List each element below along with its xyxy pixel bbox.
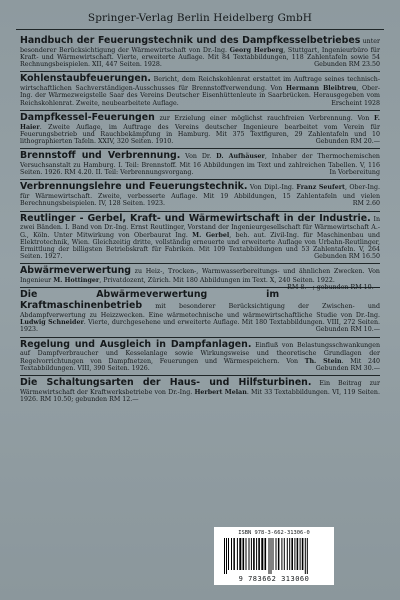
header-rule	[16, 29, 384, 30]
book-price: RM 2.60	[352, 200, 380, 208]
book-description: mit besonderer Berücksichtigung der Zwischen- und Abdampfverwertung zu Heizzwecken. Eine wärmetechnische und wärmewirtschaftliche Studie von Dr.-Ing.	[20, 303, 380, 320]
barcode-bar	[276, 538, 277, 570]
book-title: Kohlenstaubfeuerungen.	[20, 73, 151, 85]
book-price: Gebunden RM 23.50	[314, 61, 380, 69]
book-details: . Zweite Auflage, im Auftrage des Vereins deutscher Ingenieure bearbeitet vom Verein für Feuerungsbetrieb und Rauchbekämpfung in Hamburg. Mit 375 Textfiguren, 29 Zahlentafeln und 10 lithographierten Tafeln. XXIV, 320 Seiten. 1910.	[20, 123, 380, 146]
book-description: Von Dipl.-Ing.	[249, 184, 294, 192]
book-price: In Vorbereitung	[329, 169, 380, 177]
barcode-bar	[228, 538, 229, 570]
book-price: Gebunden RM 16.50	[314, 253, 380, 261]
book-author: Franz Seufert	[296, 184, 345, 192]
book-price: Gebunden RM 10.—	[315, 326, 380, 334]
barcode-bar	[289, 538, 290, 570]
book-description: Bericht, dem Reichskohlenrat erstattet im Auftrage seines technisch-wirtschaftlichen Sachverständigen-Ausschusses für Brennstoffverwendung. Von	[20, 76, 380, 93]
barcode-bar	[258, 538, 260, 570]
book-title: Die Schaltungsarten der Haus- und Hilfsturbinen.	[20, 377, 312, 389]
book-details: . Mit 33 Textabbildungen. VI, 119 Seiten. 1926. RM 10.50; gebunden RM 12.—	[20, 388, 380, 404]
book-author: M. Gerbel	[192, 231, 230, 239]
barcode-bar	[273, 538, 274, 570]
book-description: zu Heiz-, Trocken-, Warmwasserbereitungs- und ähnlichen Zwecken. Von Ingenieur	[20, 268, 380, 285]
barcode-digits: 9 783662 313060	[238, 575, 310, 583]
book-details: , Ober-Ing. der Wärmezweigstelle Saar des Vereins Deutscher Eisenhüttenleute in Saarbrücken. Herausgegeben vom Reichskohlenrat. Zweite, neubearbeitete Auflage.	[20, 85, 380, 107]
barcode-bar	[294, 538, 295, 570]
barcode-bar	[256, 538, 257, 570]
book-entry	[20, 288, 380, 337]
book-title: Dampfkessel-Feuerungen	[20, 111, 155, 123]
barcode-bar	[291, 538, 293, 570]
barcode-bar	[243, 538, 245, 570]
barcode-bar	[224, 538, 225, 574]
book-author: Georg Herberg	[229, 46, 284, 54]
book-description: In zwei Bänden. I. Band von Dr.-Ing. Ernst Reutlinger, Vorstand der Ingenieurgesellschaft für Wärmewirtschaft A.-G., Köln. Unter Mitwirkung von Oberbaurat Ing.	[20, 215, 380, 239]
barcode-bar	[239, 538, 241, 570]
barcode-bar	[249, 538, 250, 570]
book-price: Gebunden RM 20.—	[315, 138, 380, 146]
barcode-bar	[265, 538, 267, 570]
barcode-bar	[305, 538, 306, 574]
book-title: Regelung und Ausgleich in Dampfanlagen.	[20, 338, 252, 350]
book-description: Einfluß von Belastungsschwankungen auf Dampfverbraucher und Kesselanlage sowie Wirkungsweise und theoretische Grundlagen der Regelvorrichtungen von Dampfnetzen, Feuerungen und Wärmespeichern. Von	[20, 341, 380, 365]
barcode-bar	[269, 538, 270, 574]
book-title: Abwärmeverwertung	[20, 265, 131, 277]
book-entry	[20, 180, 380, 211]
book-details: , Stuttgart, Ingenieurbüro für Kraft- und Wärmewirtschaft. Vierte, erweiterte Auflage. Mit 84 Textabbildungen, 118 Zahlentafeln sowie 54 Rechnungsbeispielen. XII, 447 Seiten. 1928.	[20, 46, 380, 69]
barcode-bar	[300, 538, 301, 570]
book-entry	[20, 34, 380, 72]
book-title: Die Abwärmeverwertung im Kraftmaschinenbetrieb	[20, 289, 280, 312]
book-price: Gebunden RM 30.—	[315, 364, 380, 372]
book-details: , Privatdozent, Zürich. Mit 180 Abbildungen im Text. X, 240 Seiten. 1922.	[99, 277, 335, 285]
book-details: , Ober-Ing. für Wärmewirtschaft. Zweite, verbesserte Auflage. Mit 19 Abbildungen, 15 Zahlentafeln und vielen Berechnungsbeispielen. IV, 128 Seiten. 1923.	[20, 184, 380, 208]
barcode-bar	[246, 538, 247, 570]
barcode-bar	[261, 538, 263, 570]
book-author: Th. Stein	[304, 357, 342, 365]
barcode-bar	[302, 538, 304, 570]
book-title: Verbrennungslehre und Feuerungstechnik.	[20, 181, 248, 193]
book-entry	[20, 149, 380, 180]
barcode-bar	[307, 538, 308, 574]
book-description: unter besonderer Berücksichtigung der Wärmewirtschaft von Dr.-Ing.	[20, 38, 380, 54]
book-author: D. Aufhäuser	[216, 153, 265, 161]
book-entry	[20, 264, 380, 292]
book-author: Hermann Bleibtreu	[285, 85, 357, 93]
barcode-bar	[226, 538, 227, 574]
barcode-bar	[281, 538, 282, 570]
book-author: F. Haier	[20, 114, 380, 131]
book-author: Ludwig Schneider	[20, 319, 84, 327]
book-title: Reutlinger - Gerbel, Kraft- und Wärmewirtschaft in der Industrie.	[20, 212, 371, 224]
book-description: Ein Beitrag zur Wärmewirtschaft der Kraftwerksbetriebe von Dr.-Ing.	[20, 380, 380, 396]
barcode-bar	[287, 538, 288, 570]
book-entry	[20, 338, 380, 376]
barcode-bar	[253, 538, 255, 570]
book-entry	[20, 72, 380, 110]
barcode-bar	[278, 538, 280, 570]
barcode-bar	[284, 538, 285, 570]
barcode-bar	[251, 538, 252, 570]
barcode-bar	[237, 538, 238, 570]
book-description: Von Dr.	[185, 153, 212, 161]
isbn-label: ISBN 978-3-662-31306-0	[238, 530, 310, 536]
barcode-bar	[297, 538, 299, 570]
book-title: Handbuch der Feuerungstechnik und des Dampfkesselbetriebes	[20, 35, 361, 46]
book-entry	[20, 212, 380, 265]
book-entry	[20, 111, 380, 149]
book-entry	[20, 376, 380, 406]
book-price: Erscheint 1928	[331, 99, 380, 107]
book-author: Herbert Melan	[194, 388, 247, 396]
barcode-bar	[231, 538, 232, 570]
book-author: M. Hottinger	[53, 277, 100, 285]
book-title: Brennstoff und Verbrennung.	[20, 150, 181, 162]
book-details: , beh. aut. Zivil-Ing. für Maschinenbau und Elektrotechnik, Wien. Gleichzeitig dritte, vollständig erneuerte und erweiterte Auflage von Urbahn-Reutlinger, Ermittlung der billigsten Betriebskraft für Fabriken. Mit 109 Textabbildungen und 53 Zahlentafeln. V, 264 Seiten. 1927.	[20, 231, 381, 261]
book-details: . Vierte, durchgesehene und erweiterte Auflage. Mit 180 Textabbildungen. VIII, 272 Seiten. 1923.	[20, 319, 381, 334]
barcode-bar	[271, 538, 272, 574]
book-details: . Mit 240 Textabbildungen. VIII, 390 Seiten. 1926.	[20, 357, 380, 372]
barcode-bar	[233, 538, 235, 570]
book-price: RM 8.—; gebunden RM 10.—	[287, 284, 380, 292]
barcode-bars	[222, 538, 326, 574]
publisher-header: Springer-Verlag Berlin Heidelberg GmbH	[87, 12, 313, 24]
barcode	[214, 527, 334, 585]
book-list	[20, 34, 380, 406]
book-details: , Inhaber der Thermochemischen Versuchsanstalt zu Hamburg. I. Teil: Brennstoff. Mit 16 Abbildungen im Text und zahlreichen Tabellen. V, 116 Seiten. 1926. RM 4.20. II. Teil: Verbrennungsvorgang.	[20, 153, 380, 177]
book-description: zur Erzielung einer möglichst rauchfreien Verbrennung. Von	[159, 114, 370, 122]
